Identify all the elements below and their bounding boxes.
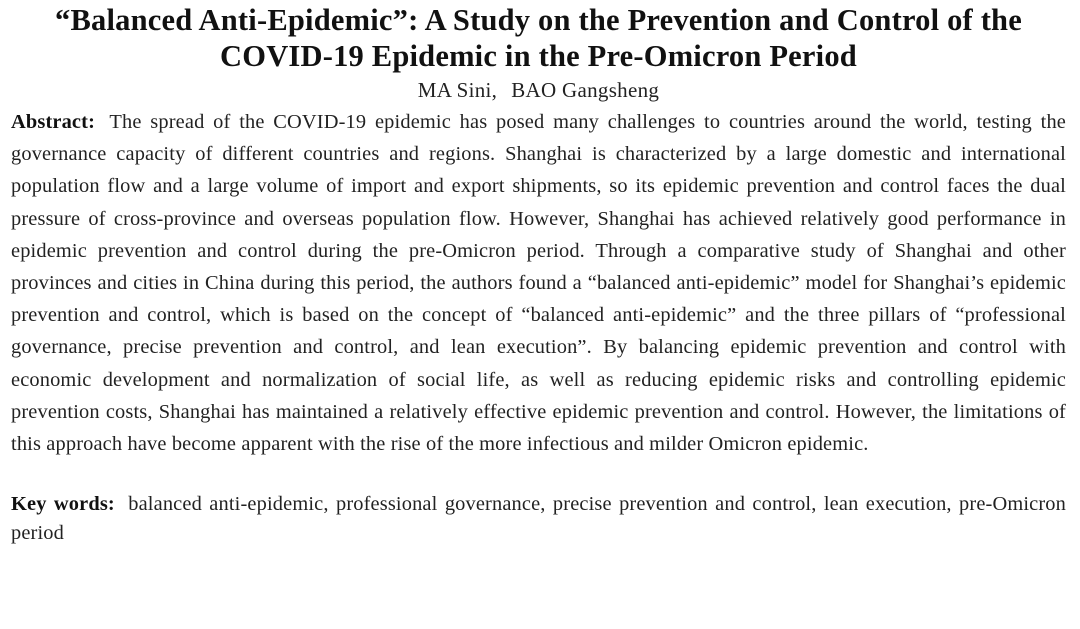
keywords-label: Key words: (11, 493, 115, 516)
keywords-paragraph (11, 490, 1066, 548)
author-name: MA Sini, (417, 78, 498, 102)
abstract-label: Abstract: (11, 111, 96, 133)
abstract-text: The spread of the COVID-19 epidemic has posed many challenges to countries around the world, testing the governance capacity of different countries and regions. Shanghai is characterized by a large domestic and international population flow and a large volume of import and export shipments, so its epidemic prevention and control faces the dual pressure of cross-province and overseas population flow. However, Shanghai has achieved relatively good performance in epidemic prevention and control during the pre-Omicron period. Through a comparative study of Shanghai and other provinces and cities in China during this period, the authors found a “balanced anti-epidemic” model for Shanghai’s epidemic prevention and control, which is based on the concept of “balanced anti-epidemic” and the three pillars of “professional governance, precise prevention and control, and lean execution”. By balancing epidemic prevention and control with economic development and normalization of social life, as well as reducing epidemic risks and controlling epidemic prevention costs, Shanghai has maintained a relatively effective epidemic prevention and control. However, the limitations of this approach have become apparent with the rise of the more infectious and milder Omicron epidemic. (11, 111, 1066, 456)
author-list (11, 74, 1066, 106)
paper-title: “Balanced Anti-Epidemic”: A Study on the Prevention and Control of the COVID-19 Epidemic in the Pre-Omicron Period (55, 3, 1022, 73)
keywords-text: balanced anti-epidemic, professional governance, precise prevention and control, lean execution, pre-Omicron period (11, 493, 1066, 545)
author-name: BAO Gangsheng (511, 78, 660, 102)
abstract-paragraph (11, 106, 1066, 460)
